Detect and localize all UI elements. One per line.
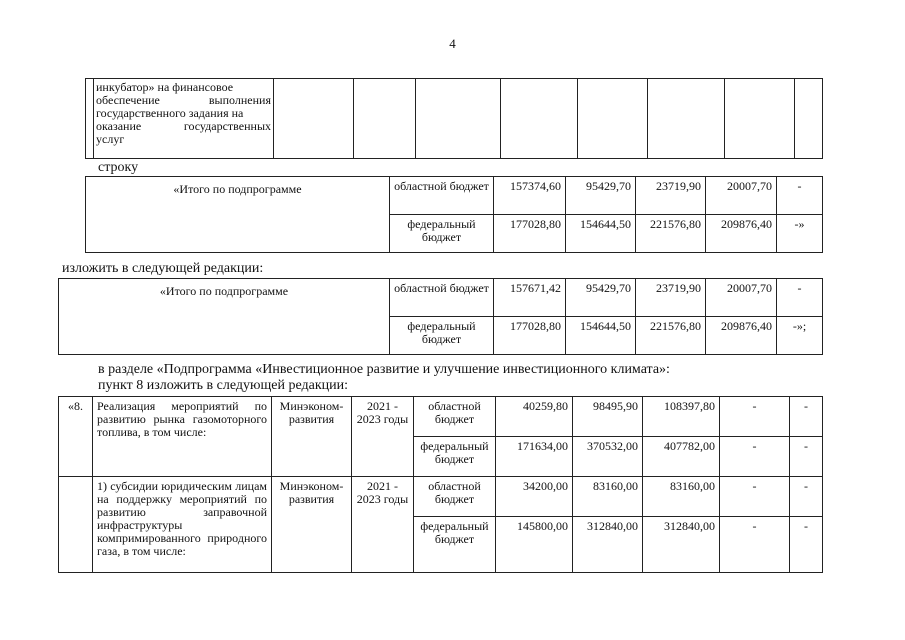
value-cell: - xyxy=(720,517,790,573)
empty-cell xyxy=(578,79,648,159)
value-cell: 20007,70 xyxy=(706,177,777,215)
text-line: обеспечение выполнения xyxy=(96,93,271,107)
value-cell: - xyxy=(777,279,823,317)
years: 2021 - 2023 годы xyxy=(352,477,414,573)
value-cell: 177028,80 xyxy=(494,215,566,253)
text-line: инкубатор» на финансовое xyxy=(96,80,234,94)
value-cell: 83160,00 xyxy=(573,477,643,517)
value-cell: 83160,00 xyxy=(643,477,720,517)
value-cell: 23719,90 xyxy=(636,177,706,215)
item8-table xyxy=(58,396,823,573)
value-cell: 407782,00 xyxy=(643,437,720,477)
line-stroku: строку xyxy=(98,160,139,175)
value-cell: -»; xyxy=(777,317,823,355)
total-label: «Итого по подпрограмме xyxy=(86,177,390,253)
text-line: услуг xyxy=(96,132,125,146)
value-cell: 157374,60 xyxy=(494,177,566,215)
value-cell: 177028,80 xyxy=(494,317,566,355)
section-line-1: в разделе «Подпрограмма «Инвестиционное развитие и улучшение инвестиционного климата»: xyxy=(98,362,670,377)
executor: Минэконом-развития xyxy=(272,397,352,477)
total-table-old xyxy=(85,176,823,253)
empty-cell xyxy=(725,79,795,159)
value-cell: 95429,70 xyxy=(566,177,636,215)
line-izlozhit: изложить в следующей редакции: xyxy=(62,261,264,276)
value-cell: 154644,50 xyxy=(566,317,636,355)
budget-source: федеральный бюджет xyxy=(414,437,496,477)
empty-cell xyxy=(795,79,823,159)
value-cell: - xyxy=(790,437,823,477)
empty-cell xyxy=(354,79,416,159)
value-cell: 209876,40 xyxy=(706,215,777,253)
value-cell: 23719,90 xyxy=(636,279,706,317)
continuation-table xyxy=(85,78,823,159)
total-table-new xyxy=(58,278,823,355)
value-cell: - xyxy=(720,477,790,517)
value-cell: 98495,90 xyxy=(573,397,643,437)
text-line: государственного задания на xyxy=(96,106,244,120)
value-cell: 40259,80 xyxy=(496,397,573,437)
value-cell: - xyxy=(790,477,823,517)
budget-source: областной бюджет xyxy=(390,279,494,317)
budget-source: федеральный бюджет xyxy=(390,317,494,355)
value-cell: 154644,50 xyxy=(566,215,636,253)
value-cell: -» xyxy=(777,215,823,253)
years: 2021 - 2023 годы xyxy=(352,397,414,477)
total-label: «Итого по подпрограмме xyxy=(59,279,390,355)
value-cell: 157671,42 xyxy=(494,279,566,317)
value-cell: 209876,40 xyxy=(706,317,777,355)
item-number xyxy=(59,477,93,573)
activity-name: Реализация мероприятий по развитию рынка газомоторного топлива, в том числе: xyxy=(93,397,272,477)
activity-text-cell xyxy=(94,79,274,159)
budget-source: областной бюджет xyxy=(414,477,496,517)
value-cell: 145800,00 xyxy=(496,517,573,573)
empty-cell xyxy=(648,79,725,159)
value-cell: 108397,80 xyxy=(643,397,720,437)
value-cell: 312840,00 xyxy=(643,517,720,573)
budget-source: федеральный бюджет xyxy=(414,517,496,573)
item-number: «8. xyxy=(59,397,93,477)
value-cell: - xyxy=(777,177,823,215)
budget-source: областной бюджет xyxy=(414,397,496,437)
value-cell: - xyxy=(790,397,823,437)
value-cell: 221576,80 xyxy=(636,215,706,253)
value-cell: 171634,00 xyxy=(496,437,573,477)
budget-source: федеральный бюджет xyxy=(390,215,494,253)
value-cell: - xyxy=(720,437,790,477)
value-cell: 34200,00 xyxy=(496,477,573,517)
empty-cell xyxy=(416,79,501,159)
value-cell: - xyxy=(790,517,823,573)
executor: Минэконом-развития xyxy=(272,477,352,573)
value-cell: 370532,00 xyxy=(573,437,643,477)
value-cell: 221576,80 xyxy=(636,317,706,355)
section-line-2: пункт 8 изложить в следующей редакции: xyxy=(98,378,348,393)
value-cell: 20007,70 xyxy=(706,279,777,317)
activity-name: 1) субсидии юридическим лицам на поддержку мероприятий по развитию заправочной инфраструктуры компримированного природного газа, в том числе: xyxy=(93,477,272,573)
text-line: оказание государственных xyxy=(96,119,271,133)
page-number: 4 xyxy=(449,36,456,51)
value-cell: 95429,70 xyxy=(566,279,636,317)
empty-cell xyxy=(501,79,578,159)
value-cell: 312840,00 xyxy=(573,517,643,573)
value-cell: - xyxy=(720,397,790,437)
empty-cell xyxy=(274,79,354,159)
empty-cell xyxy=(86,79,94,159)
budget-source: областной бюджет xyxy=(390,177,494,215)
